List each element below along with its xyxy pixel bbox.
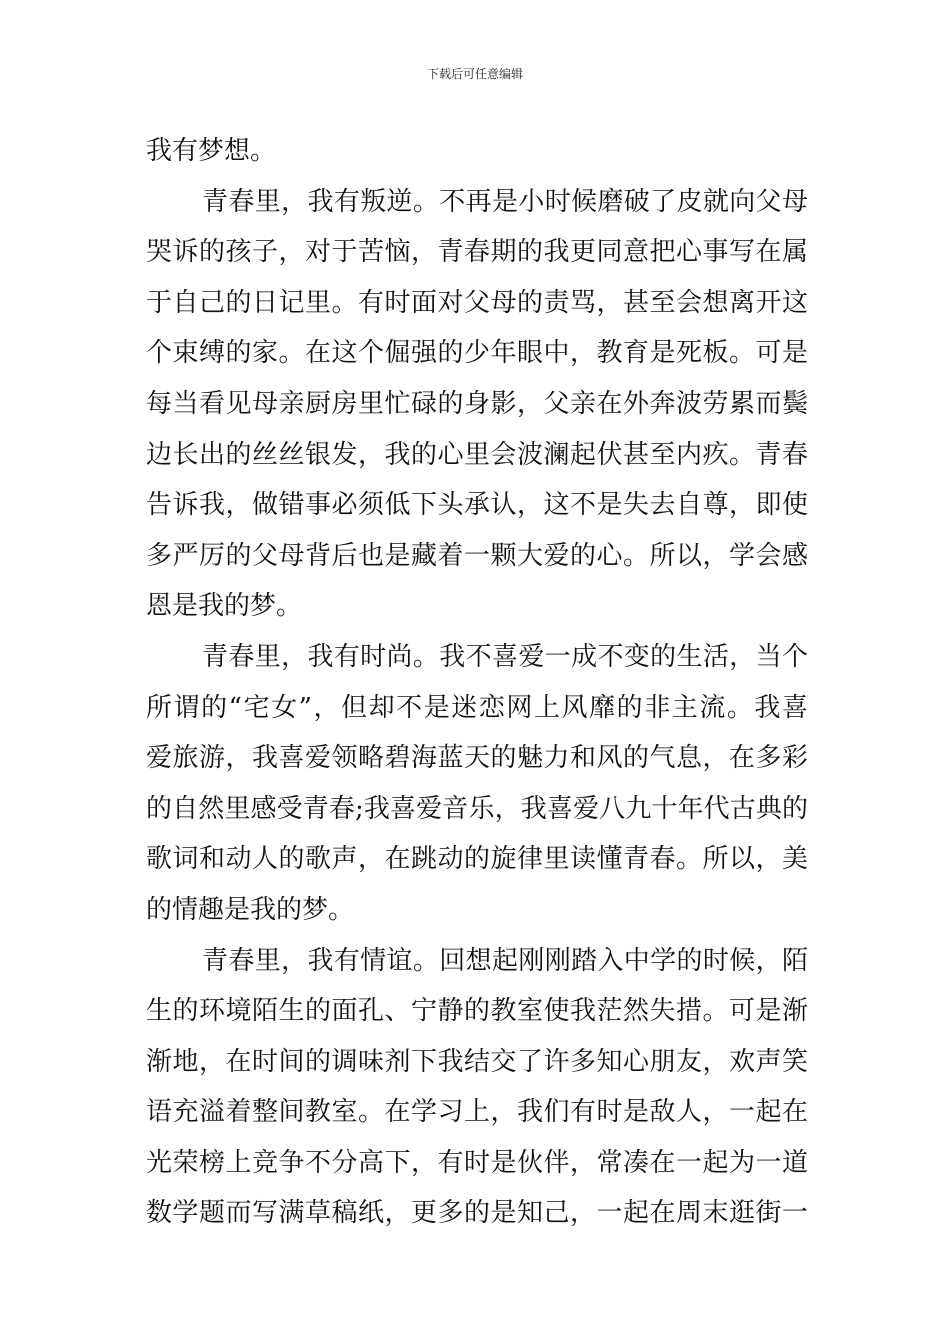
text-line: 所谓的“宅女”，但却不是迷恋网上风靡的非主流。我喜 bbox=[146, 692, 808, 723]
text-line: 的自然里感受青春;我喜爱音乐，我喜爱八九十年代古典的 bbox=[146, 793, 808, 824]
text-line: 生的环境陌生的面孔、宁静的教室使我茫然失措。可是渐 bbox=[146, 996, 808, 1027]
paragraph-first-line: 青春里，我有情谊。回想起刚刚踏入中学的时候，陌 bbox=[202, 945, 808, 976]
text-line: 于自己的日记里。有时面对父母的责骂，甚至会想离开这 bbox=[146, 287, 808, 318]
text-line: 光荣榜上竞争不分高下，有时是伙伴，常凑在一起为一道 bbox=[146, 1147, 808, 1178]
paragraph-first-line: 青春里，我有叛逆。不再是小时候磨破了皮就向父母 bbox=[202, 186, 808, 217]
page-header: 下载后可任意编辑 bbox=[426, 67, 523, 81]
paragraph-first-line: 青春里，我有时尚。我不喜爱一成不变的生活，当个 bbox=[202, 641, 808, 672]
text-line: 多严厉的父母背后也是藏着一颗大爱的心。所以，学会感 bbox=[146, 540, 808, 571]
text-line: 渐地，在时间的调味剂下我结交了许多知心朋友，欢声笑 bbox=[146, 1046, 808, 1077]
text-line: 我有梦想。 bbox=[146, 136, 277, 166]
text-line: 语充溢着整间教室。在学习上，我们有时是敌人，一起在 bbox=[146, 1097, 808, 1128]
text-line: 爱旅游，我喜爱领略碧海蓝天的魅力和风的气息，在多彩 bbox=[146, 743, 808, 774]
text-line: 歌词和动人的歌声，在跳动的旋律里读懂青春。所以，美 bbox=[146, 844, 808, 875]
text-line: 个束缚的家。在这个倔强的少年眼中，教育是死板。可是 bbox=[146, 338, 808, 369]
text-line: 恩是我的梦。 bbox=[146, 591, 303, 622]
text-line: 数学题而写满草稿纸，更多的是知己，一起在周末逛街一 bbox=[146, 1198, 808, 1229]
text-line: 边长出的丝丝银发，我的心里会波澜起伏甚至内疚。青春 bbox=[146, 439, 808, 470]
text-line: 告诉我，做错事必须低下头承认，这不是失去自尊，即使 bbox=[146, 490, 808, 521]
document-body bbox=[146, 126, 808, 1239]
text-line: 每当看见母亲厨房里忙碌的身影，父亲在外奔波劳累而鬓 bbox=[146, 388, 808, 419]
text-line: 的情趣是我的梦。 bbox=[146, 894, 355, 925]
text-line: 哭诉的孩子，对于苦恼，青春期的我更同意把心事写在属 bbox=[146, 237, 808, 268]
